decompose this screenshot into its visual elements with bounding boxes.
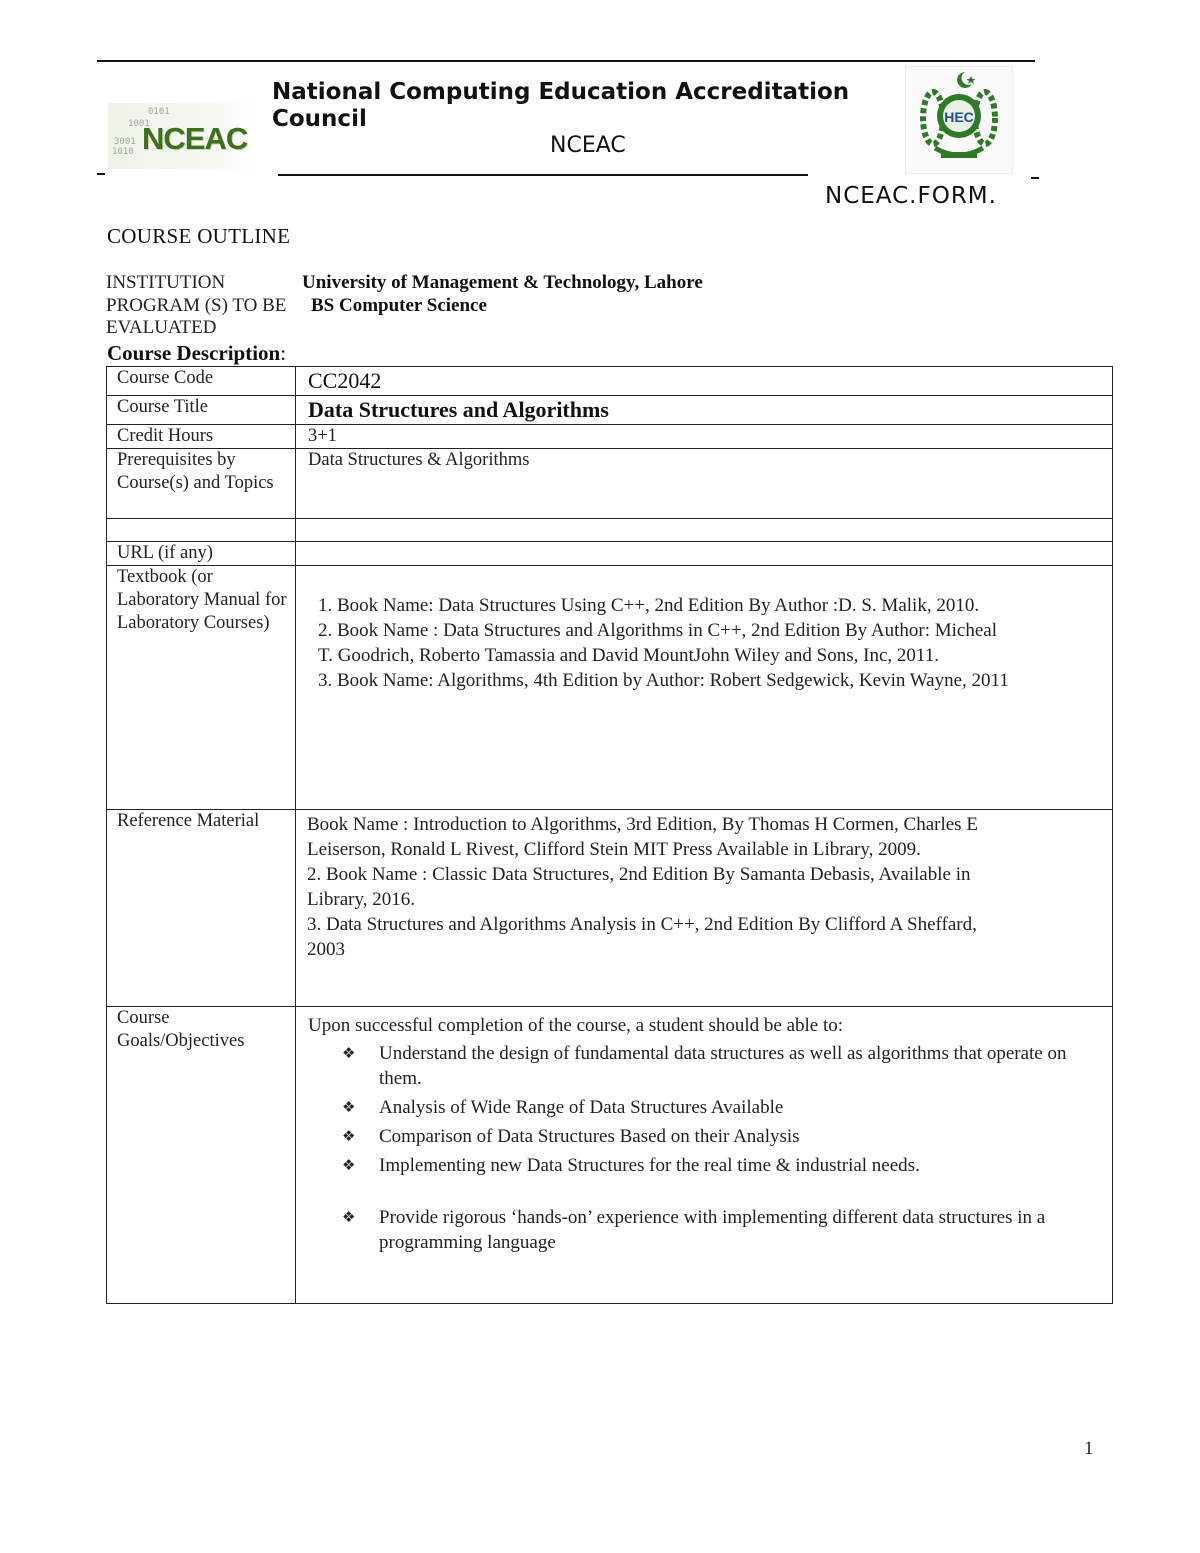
list-item: ❖ Comparison of Data Structures Based on their Analysis [342, 1126, 800, 1147]
goals-list [308, 1041, 1098, 1255]
table-row-course-title [107, 396, 1113, 425]
program-value: BS Computer Science [311, 295, 487, 316]
page-number: 1 [1084, 1438, 1094, 1459]
course-outline-table [106, 366, 1113, 1304]
table-row-textbook [107, 566, 1113, 810]
hec-emblem-icon [905, 66, 1013, 174]
course-description-colon: : [280, 341, 287, 365]
hec-emblem-text: HEC [944, 109, 974, 125]
textbook-label: Textbook (or Laboratory Manual for Laboratory Courses) [107, 566, 296, 810]
prerequisites-label: Prerequisites by Course(s) and Topics [107, 449, 296, 519]
textbook-item: 1. Book Name: Data Structures Using C++, 2nd Edition By Author :D. S. Malik, 2010. [318, 595, 980, 616]
header-dash-left [97, 173, 105, 175]
course-code-value: CC2042 [308, 368, 382, 393]
course-title-label: Course Title [107, 396, 296, 425]
bullet-icon: ❖ [342, 1208, 356, 1226]
url-label: URL (if any) [107, 542, 296, 566]
institution-value: University of Management & Technology, Lahore [302, 272, 703, 293]
program-label-line-2: EVALUATED [106, 317, 217, 338]
header-bottom-rule [278, 174, 808, 176]
reference-list [296, 810, 1113, 1007]
header-title-line-2: Council [272, 106, 367, 132]
list-item: ❖ Provide rigorous ‘hands-on’ experience with implementing different data structures in a programming language [342, 1207, 1046, 1253]
table-row-reference [107, 810, 1113, 1007]
hec-emblem [905, 66, 1013, 174]
reference-item: Book Name : Introduction to Algorithms, 3rd Edition, By Thomas H Cormen, Charles E Leiserson, Ronald L Rivest, Clifford Stein MIT Press Available in Library, 2009. [307, 814, 978, 860]
bullet-icon: ❖ [342, 1098, 356, 1116]
table-row-goals [107, 1007, 1113, 1304]
goals-cell [296, 1007, 1113, 1304]
nceac-logo-text: NCEAC [142, 121, 248, 156]
course-code-label: Course Code [107, 367, 296, 396]
table-row-empty [107, 519, 1113, 542]
nceac-logo: 0101 1001 3001 1010 NCEAC [108, 103, 260, 169]
credit-hours-value: 3+1 [296, 425, 1113, 449]
prerequisites-value: Data Structures & Algorithms [296, 449, 1113, 519]
course-description-text: Course Description [107, 341, 281, 365]
goals-label: Course Goals/Objectives [107, 1007, 296, 1304]
program-label-line-1: PROGRAM (S) TO BE [106, 295, 287, 316]
header-subtitle: NCEAC [550, 133, 626, 158]
course-title-value: Data Structures and Algorithms [308, 397, 609, 422]
reference-item: 2. Book Name : Classic Data Structures, 2nd Edition By Samanta Debasis, Available in Library, 2016. [307, 864, 971, 910]
table-row-course-code [107, 367, 1113, 396]
textbook-list [296, 566, 1113, 810]
bullet-icon: ❖ [342, 1044, 356, 1062]
url-value [296, 542, 1113, 566]
list-item: ❖ Understand the design of fundamental data structures as well as algorithms that operate on them. [342, 1043, 1067, 1089]
bullet-icon: ❖ [342, 1127, 356, 1145]
course-description-label [107, 341, 286, 366]
table-row-credit-hours [107, 425, 1113, 449]
table-row-prerequisites [107, 449, 1113, 519]
header-title [272, 79, 892, 133]
header-title-line-1: National Computing Education Accreditation [272, 79, 850, 105]
reference-label: Reference Material [107, 810, 296, 1007]
form-code: NCEAC.FORM. [825, 183, 997, 209]
bullet-icon: ❖ [342, 1156, 356, 1174]
doc-title: COURSE OUTLINE [107, 224, 291, 248]
table-row-url [107, 542, 1113, 566]
institution-label: INSTITUTION [106, 272, 226, 293]
goals-intro: Upon successful completion of the course, a student should be able to: [308, 1015, 844, 1036]
list-item: ❖ Implementing new Data Structures for the real time & industrial needs. [342, 1155, 920, 1176]
list-item: ❖ Analysis of Wide Range of Data Structures Available [342, 1097, 784, 1118]
textbook-item: 3. Book Name: Algorithms, 4th Edition by Author: Robert Sedgewick, Kevin Wayne, 2011 [318, 670, 1009, 691]
header-dash-right [1031, 177, 1039, 179]
credit-hours-label: Credit Hours [107, 425, 296, 449]
textbook-item: 2. Book Name : Data Structures and Algorithms in C++, 2nd Edition By Author: Micheal T. Goodrich, Roberto Tamassia and David MountJohn Wiley and Sons, Inc, 2011. [318, 620, 997, 666]
reference-item: 3. Data Structures and Algorithms Analysis in C++, 2nd Edition By Clifford A Sheffard, 2003 [307, 914, 977, 960]
header-top-rule [97, 60, 1035, 62]
